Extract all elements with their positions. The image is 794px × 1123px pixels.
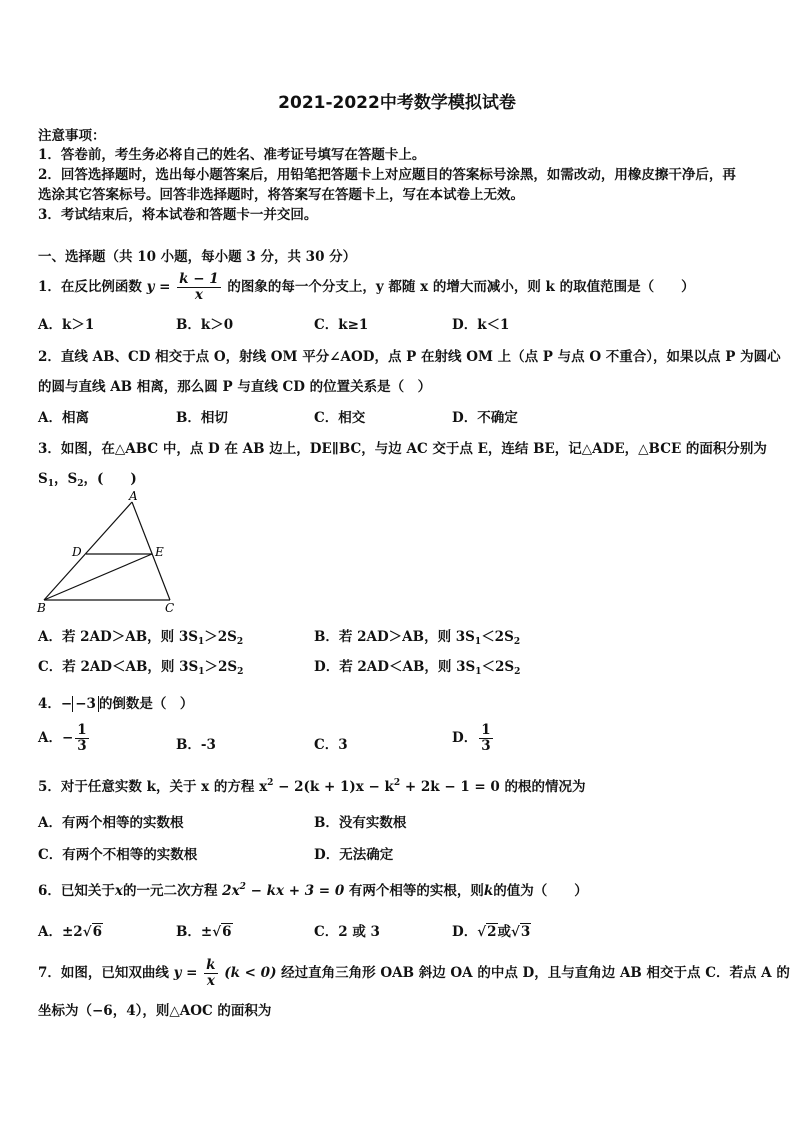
sqrt-icon: √	[212, 924, 222, 940]
q4-suffix: 的倒数是（ ）	[98, 696, 194, 712]
q6-d-or: 或	[497, 924, 511, 940]
q2-option-d: D．不确定	[452, 410, 518, 426]
q7-fraction	[204, 958, 217, 989]
q3-a-pre: A．若 2AD＞AB，则 3S	[38, 629, 198, 645]
q6-d-label: D．	[452, 924, 478, 940]
q1-fraction	[177, 272, 220, 303]
q3-option-a	[38, 625, 243, 647]
q3-line-1: 3．如图，在△ABC 中，点 D 在 AB 边上，DE∥BC，与边 AC 交于点 E，连结 BE，记△ADE，△BCE 的面积分别为	[38, 441, 767, 457]
q6-b-radicand: 6	[222, 924, 232, 940]
q1-suffix: 的图象的每一个分支上，y 都随 x 的增大而减小，则 k 的取值范围是（ ）	[227, 278, 695, 295]
q6-a-radicand: 6	[92, 924, 102, 940]
notice-heading: 注意事项：	[38, 128, 106, 144]
q5-equation	[259, 779, 500, 795]
q3-sub-1: 1	[47, 479, 55, 489]
q6-a-label: A．±2	[38, 924, 83, 940]
section-heading: 一、选择题（共 10 小题，每小题 3 分，共 30 分）	[38, 249, 357, 265]
q3-option-c	[38, 655, 243, 677]
q4-a-label: A．	[38, 729, 62, 746]
q3-end: ，( )	[83, 471, 137, 487]
q3-a-mid: ＞2S	[204, 629, 237, 645]
q3-c-sub2: 2	[237, 667, 244, 677]
q4-prefix: 4．	[38, 696, 61, 712]
q3-sub-2: 2	[77, 479, 84, 489]
q6-d-radicand-1: 2	[487, 924, 497, 940]
q7-y-eq: y =	[173, 964, 198, 981]
q6-b-label: B．±	[176, 924, 213, 940]
q6-option-d	[452, 920, 531, 940]
label-d: D	[72, 545, 82, 559]
q1-y-eq: y =	[146, 278, 171, 295]
q5-option-c: C．有两个不相等的实数根	[38, 847, 198, 863]
q3-b-sub2: 2	[513, 637, 521, 647]
q1-prefix: 1．在反比例函数	[38, 278, 142, 295]
q4-option-d	[452, 723, 495, 754]
q3-s: S	[38, 471, 48, 487]
q6-option-a	[38, 920, 103, 940]
q6-option-c: C．2 或 3	[314, 924, 380, 940]
q2-option-a: A．相离	[38, 410, 89, 426]
q3-d-mid: ＜2S	[481, 659, 515, 675]
q5-option-a: A．有两个相等的实数根	[38, 815, 184, 831]
q6-option-b	[176, 920, 233, 940]
triangle-figure	[34, 488, 184, 618]
q5-eq-sq2: 2	[393, 778, 401, 788]
q3-d-pre: D．若 2AD＜AB，则 3S	[314, 659, 476, 675]
q7-frac-num: k	[206, 957, 216, 973]
q4-option-c: C．3	[314, 737, 348, 753]
q4-d-fraction	[479, 723, 492, 754]
segment-ab	[44, 502, 132, 600]
q7-prefix: 7．如图，已知双曲线	[38, 964, 169, 981]
question-7	[38, 958, 790, 989]
q1-option-a: A．k＞1	[38, 317, 95, 333]
q5-eq-mid: − 2(k + 1)x − k	[273, 779, 394, 795]
question-1	[38, 272, 695, 303]
q3-option-d	[314, 655, 520, 677]
label-e: E	[155, 545, 164, 559]
q6-var-k: k	[483, 883, 494, 899]
q5-suffix: 的根的情况为	[504, 779, 586, 795]
q3-a-sub2: 2	[236, 637, 244, 647]
q2-option-c: C．相交	[314, 410, 366, 426]
q6-d-radicand-2: 3	[520, 924, 531, 940]
notice-line-3: 选涂其它答案标号。回答非选择题时，将答案写在答题卡上，写在本试卷上无效。	[38, 187, 524, 203]
question-5	[38, 775, 586, 795]
q7-line1-rest: 经过直角三角形 OAB 斜边 OA 的中点 D，且与直角边 AB 相交于点 C．若点 A 的	[281, 964, 790, 981]
q3-c-mid: ＞2S	[204, 659, 238, 675]
q4-a-den: 3	[77, 737, 87, 754]
label-a: A	[129, 489, 138, 503]
q5-eq-x: x	[259, 779, 268, 795]
q3-b-pre: B．若 2AD＞AB，则 3S	[314, 629, 475, 645]
q4-minus: −	[60, 696, 73, 712]
q4-option-b: B．-3	[176, 737, 216, 753]
q6-eq-sq: 2	[239, 882, 246, 892]
q1-option-b: B．k＞0	[176, 317, 234, 333]
q4-a-num: 1	[77, 722, 87, 738]
q5-option-d: D．无法确定	[314, 847, 394, 863]
q4-d-den: 3	[481, 737, 491, 754]
q6-mid: 的一元二次方程	[122, 883, 218, 899]
q7-frac-den: x	[206, 972, 215, 989]
q3-b-sub1: 1	[474, 637, 482, 647]
q5-option-b: B．没有实数根	[314, 815, 407, 831]
q6-eq-a: 2x	[222, 883, 240, 899]
segment-ac	[132, 502, 170, 600]
q3-d-sub1: 1	[475, 667, 482, 677]
q3-option-b	[314, 625, 520, 647]
page-title: 2021-2022中考数学模拟试卷	[278, 93, 516, 113]
segment-be	[44, 554, 152, 600]
q6-prefix: 6．已知关于	[38, 883, 115, 899]
q5-prefix: 5．对于任意实数 k，关于 x 的方程	[38, 779, 255, 795]
question-6	[38, 879, 588, 899]
q3-d-sub2: 2	[514, 667, 521, 677]
q4-a-sign: −	[61, 729, 74, 746]
q2-line-2: 的圆与直线 AB 相离，那么圆 P 与直线 CD 的位置关系是（ ）	[38, 379, 432, 395]
q6-suffix: 的值为（ ）	[493, 883, 588, 899]
q1-frac-num: k − 1	[179, 271, 219, 287]
q6-mid2: 有两个相等的实根，则	[348, 883, 484, 899]
q1-frac-den: x	[194, 286, 203, 303]
sqrt-icon: √	[477, 924, 487, 940]
q3-c-sub1: 1	[198, 667, 205, 677]
q1-option-d: D．k＜1	[452, 317, 510, 333]
q6-eq-b: − kx + 3 = 0	[245, 883, 345, 899]
q2-line-1: 2．直线 AB、CD 相交于点 O，射线 OM 平分∠AOD，点 P 在射线 OM 上（点 P 与点 O 不重合），如果以点 P 为圆心	[38, 349, 781, 365]
sqrt-icon: √	[511, 924, 520, 940]
q5-eq-end: + 2k − 1 = 0	[400, 779, 500, 795]
q6-var-x: x	[114, 883, 123, 899]
q7-condition: (k < 0)	[224, 964, 277, 981]
question-4	[38, 692, 193, 712]
q4-option-a	[38, 723, 91, 754]
q3-a-sub1: 1	[197, 637, 205, 647]
label-c: C	[165, 601, 175, 615]
q2-option-b: B．相切	[176, 410, 228, 426]
notice-line-1: 1．答卷前，考生务必将自己的姓名、准考证号填写在答题卡上。	[38, 147, 426, 163]
q3-b-mid: ＜2S	[481, 629, 514, 645]
q5-eq-sq: 2	[267, 778, 274, 788]
q3-sep: ，S	[54, 471, 78, 487]
q4-d-label: D．	[452, 729, 478, 746]
q4-a-fraction	[75, 723, 88, 754]
q6-equation	[222, 883, 344, 899]
sqrt-icon: √	[82, 924, 92, 940]
q4-abs-value: −3	[72, 696, 99, 712]
q3-line-2	[38, 467, 137, 489]
q4-d-num: 1	[481, 722, 491, 738]
q1-option-c: C．k≥1	[314, 317, 369, 333]
notice-line-2: 2．回答选择题时，选出每小题答案后，用铅笔把答题卡上对应题目的答案标号涂黑，如需改动，用橡皮擦干净后，再	[38, 167, 736, 183]
label-b: B	[37, 601, 46, 615]
q3-c-pre: C．若 2AD＜AB，则 3S	[38, 659, 199, 675]
q7-line-2: 坐标为（−6，4），则△AOC 的面积为	[38, 1003, 272, 1019]
notice-line-4: 3．考试结束后，将本试卷和答题卡一并交回。	[38, 207, 318, 223]
